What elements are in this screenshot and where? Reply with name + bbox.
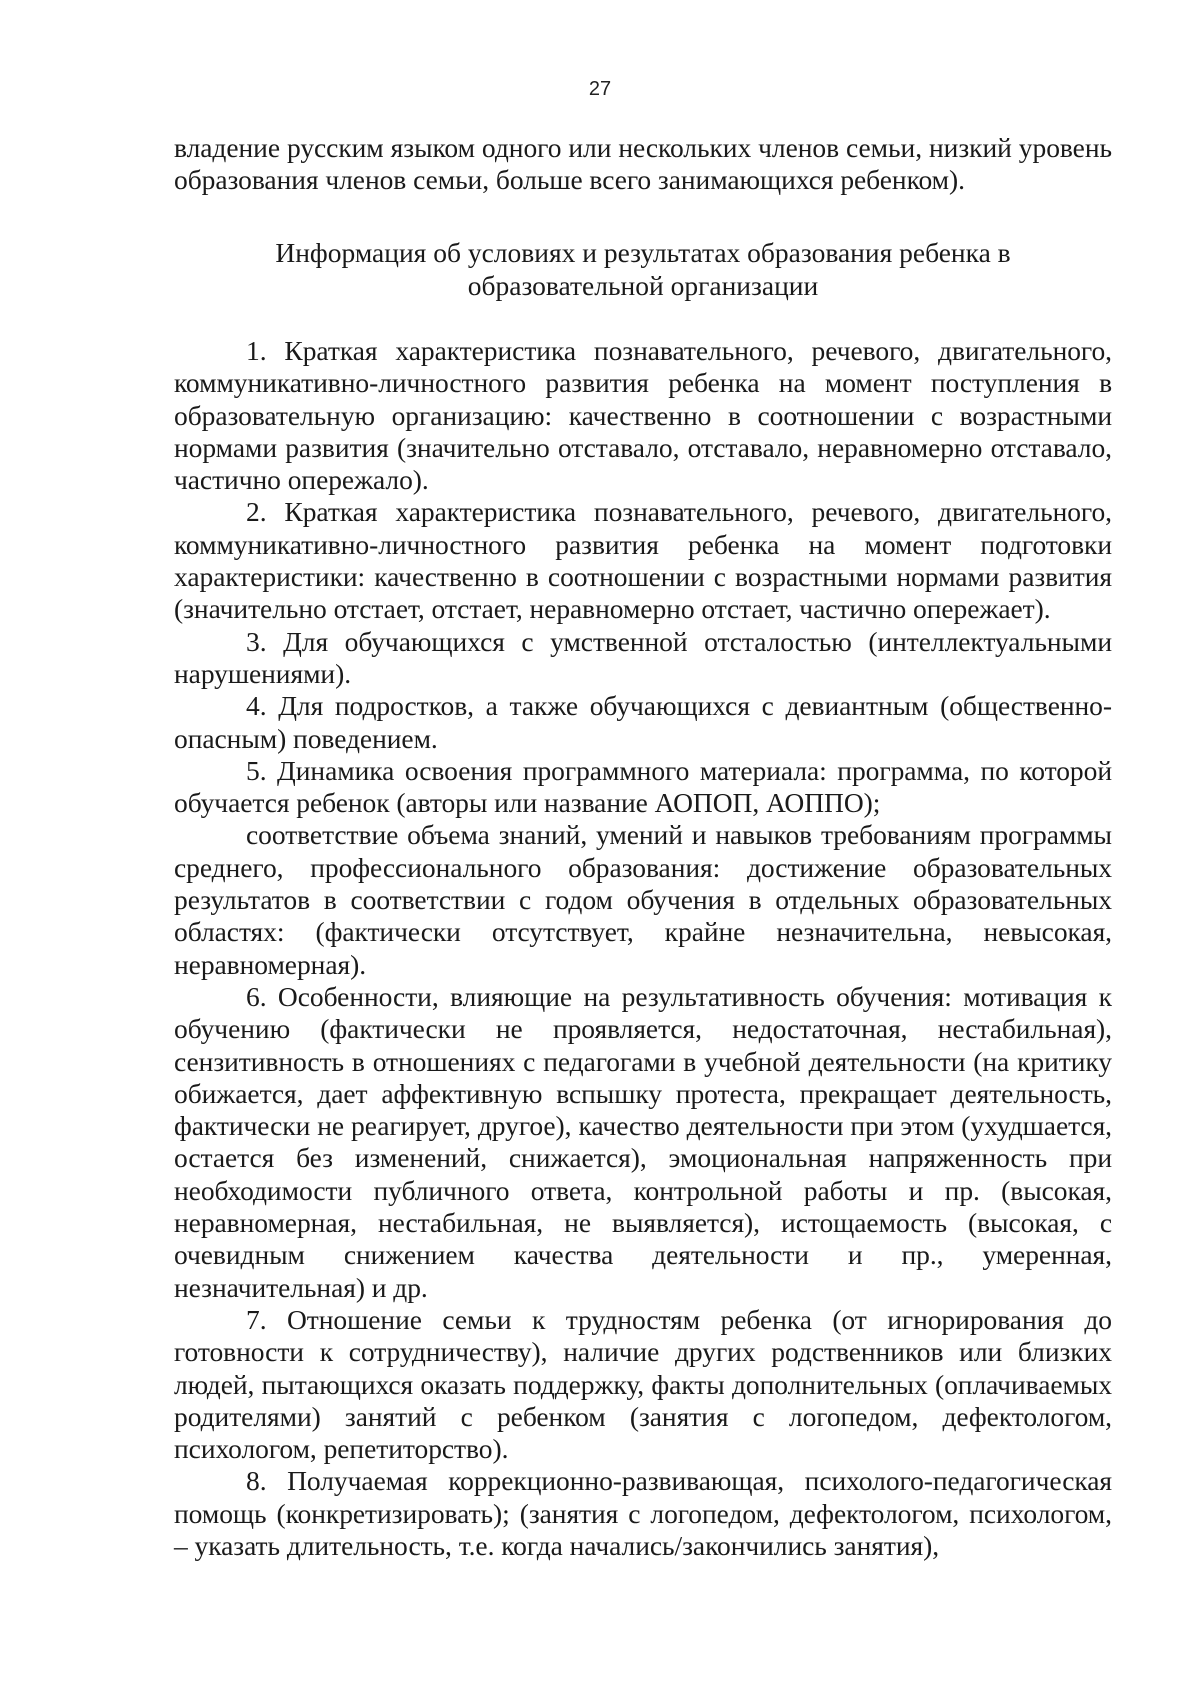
paragraph-item-6: 6. Особенности, влияющие на результативность обучения: мотивация к обучению (фактически не проявляется, недостаточная, нестабильная), сензитивность в отношениях с педагогами в учебной деятельности (на критику обижается, дает аффективную вспышку протеста, прекращает деятельность, фактически не реагирует, другое), качество деятельности при этом (ухудшается, остается без изменений, снижается), эмоциональная напряженность при необходимости публичного ответа, контрольной работы и пр. (высокая, неравномерная, нестабильная, не выявляется), истощаемость (высокая, с очевидным снижением качества деятельности и пр., умеренная, незначительная) и др. [174, 980, 1112, 1303]
paragraph-item-5-continued: соответствие объема знаний, умений и навыков требованиям программы среднего, профессионального образования: достижение образовательных результатов в соответствии с годом обучения в отдельных образовательных областях: (фактически отсутствует, крайне незначительна, невысокая, неравномерная). [174, 819, 1112, 980]
paragraph-item-7: 7. Отношение семьи к трудностям ребенка (от игнорирования до готовности к сотрудничеству), наличие других родственников или близких людей, пытающихся оказать поддержку, факты дополнительных (оплачиваемых родителями) занятий с ребенком (занятия с логопедом, дефектологом, психологом, репетиторство). [174, 1303, 1112, 1465]
paragraph-item-2: 2. Краткая характеристика познавательного, речевого, двигательного, коммуникативно-личностного развития ребенка на момент подготовки характеристики: качественно в соотношении с возрастными нормами развития (значительно отстает, отстает, неравномерно отстает, частично опережает). [174, 496, 1112, 625]
paragraph-item-1: 1. Краткая характеристика познавательного, речевого, двигательного, коммуникативно-личностного развития ребенка на момент поступления в образовательную организацию: качественно в соотношении с возрастными нормами развития (значительно отставало, отставало, неравномерно отставало, частично опережало). [174, 335, 1112, 496]
section-heading [174, 237, 1112, 302]
paragraph-item-5: 5. Динамика освоения программного материала: программа, по которой обучается ребенок (авторы или название АОПОП, АОППО); [174, 754, 1112, 819]
page-number: 27 [588, 78, 612, 100]
section-body [174, 335, 1112, 1562]
section-heading-line-2: образовательной организации [467, 269, 819, 301]
paragraph-item-3: 3. Для обучающихся с умственной отсталостью (интеллектуальными нарушениями). [174, 625, 1112, 689]
paragraph-item-8: 8. Получаемая коррекционно-развивающая, психолого-педагогическая помощь (конкретизировать); (занятия с логопедом, дефектологом, психологом, – указать длительность, т.е. когда начались/закончились занятия), [174, 1465, 1112, 1561]
lead-paragraph: владение русским языком одного или нескольких членов семьи, низкий уровень образования членов семьи, больше всего занимающихся ребенком). [174, 132, 1112, 196]
paragraph-item-4: 4. Для подростков, а также обучающихся с девиантным (общественно-опасным) поведением. [174, 690, 1112, 754]
section-heading-line-1: Информация об условиях и результатах образования ребенка в [275, 237, 1011, 268]
